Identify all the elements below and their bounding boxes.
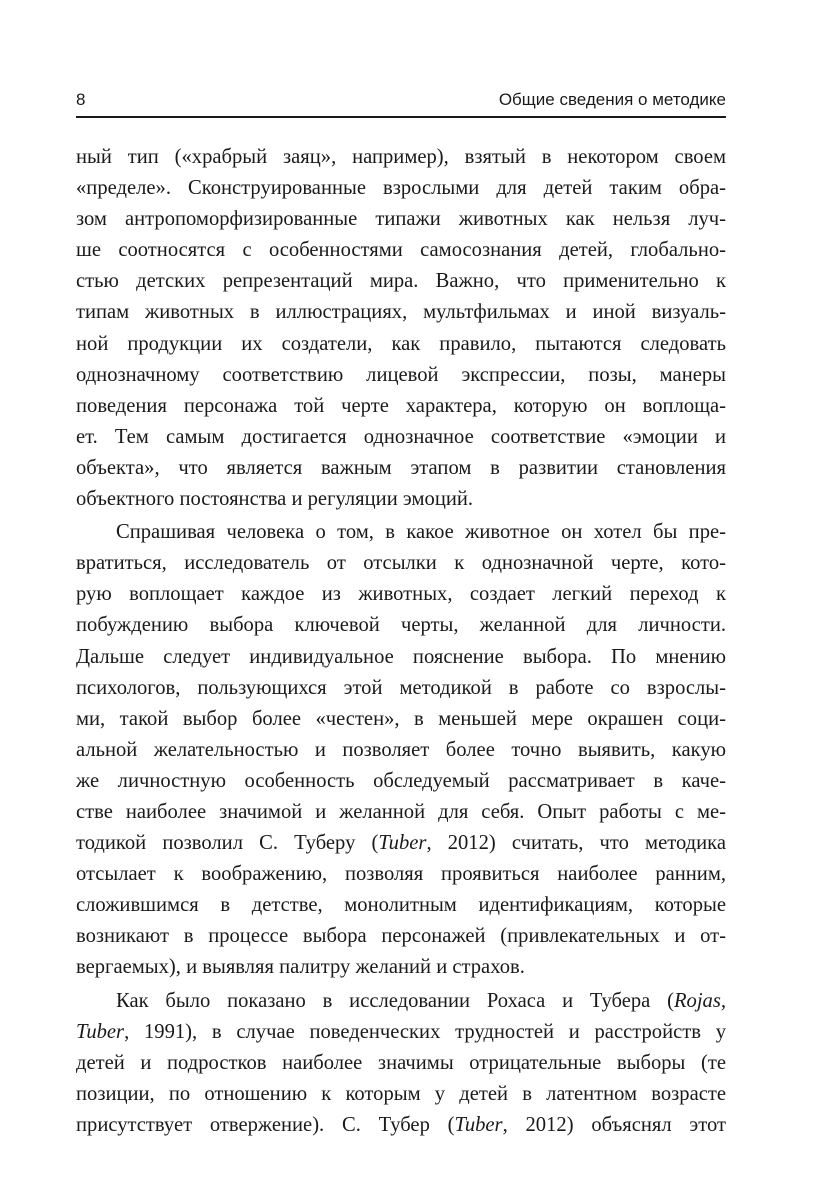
text-line: ной продукции их создатели, как правило, пытаются следовать xyxy=(76,332,726,355)
paragraph-3 xyxy=(76,986,726,1141)
citation-author: Tuber xyxy=(76,1020,125,1043)
text-line: Дальше следует индивидуальное пояснение выбора. По мнению xyxy=(76,645,726,668)
section-title: Общие сведения о методике xyxy=(498,90,726,109)
text-line: ше соотносятся с особенностями самосознания детей, глобально- xyxy=(76,239,726,262)
text-line: вергаемых), и выявляя палитру желаний и страхов. xyxy=(76,956,525,979)
citation-author: Tuber xyxy=(378,832,427,855)
text-line: зом антропоморфизированные типажи животных как нельзя луч- xyxy=(76,208,726,231)
text-line: рую воплощает каждое из животных, создает легкий переход к xyxy=(76,583,726,606)
text-line: детей и подростков наиболее значимы отрицательные выборы (те xyxy=(76,1051,726,1074)
text-run: , 2012) объяснял этот xyxy=(502,1113,726,1136)
paragraph-1 xyxy=(76,142,726,515)
text-line: же личностную особенность обследуемый рассматривает в каче- xyxy=(76,769,726,792)
text-run: тодикой позволил С. Туберу ( xyxy=(76,832,379,855)
body-text xyxy=(76,142,726,1141)
text-line: ный тип («храбрый заяц», например), взятый в некотором своем xyxy=(76,146,726,168)
text-line: психологов, пользующихся этой методикой в работе со взрослы- xyxy=(76,676,726,699)
text-line: поведения персонажа той черте характера, которую он воплоща- xyxy=(76,394,726,417)
text-run: присутствует отвержение). С. Тубер ( xyxy=(76,1113,455,1136)
text-line-with-citation xyxy=(76,986,726,1017)
paragraph-2 xyxy=(76,517,726,983)
text-line-with-citation xyxy=(76,828,726,859)
text-run: , 2012) считать, что методика xyxy=(426,832,726,855)
text-line: альной желательностью и позволяет более точно выявить, какую xyxy=(76,738,726,761)
text-line: однозначному соответствию лицевой экспрессии, позы, манеры xyxy=(76,363,726,386)
text-line: стве наиболее значимой и желанной для себя. Опыт работы с ме- xyxy=(76,800,726,823)
text-line: вратиться, исследователь от отсылки к однозначной черте, кото- xyxy=(76,552,726,575)
text-line: отсылает к воображению, позволяя проявиться наиболее ранним, xyxy=(76,863,726,886)
text-line: ет. Тем самым достигается однозначное соответствие «эмоции и xyxy=(76,425,726,448)
text-run: , 1991), в случае поведенческих трудностей и расстройств у xyxy=(124,1020,726,1043)
citation-author: Tuber xyxy=(454,1113,503,1136)
text-line: возникают в процессе выбора персонажей (привлекательных и от- xyxy=(76,925,726,948)
text-line-with-citation xyxy=(76,1017,726,1048)
text-run: Как было показано в исследовании Рохаса и Тубера ( xyxy=(116,989,674,1012)
page-number: 8 xyxy=(76,90,86,109)
text-line: позиции, по отношению к которым у детей в латентном возрасте xyxy=(76,1082,726,1105)
text-line: побуждению выбора ключевой черты, желанной для личности. xyxy=(76,614,726,637)
text-line: Спрашивая человека о том, в какое животное он хотел бы пре- xyxy=(116,521,726,544)
text-line: объектного постоянства и регуляции эмоций. xyxy=(76,488,474,511)
text-line: сложившимся в детстве, монолитным идентификациям, которые xyxy=(76,894,726,917)
text-line: стью детских репрезентаций мира. Важно, что применительно к xyxy=(76,270,726,293)
running-head xyxy=(76,84,726,118)
text-line: типам животных в иллюстрациях, мультфильмах и иной визуаль- xyxy=(76,301,726,324)
text-line: объекта», что является важным этапом в развитии становления xyxy=(76,456,726,479)
text-line: ми, такой выбор более «честен», в меньшей мере окрашен соци- xyxy=(76,707,726,730)
text-line-with-citation xyxy=(76,1110,726,1141)
citation-author: Rojas, xyxy=(673,989,726,1012)
text-line: «пределе». Сконструированные взрослыми для детей таким обра- xyxy=(76,177,726,200)
